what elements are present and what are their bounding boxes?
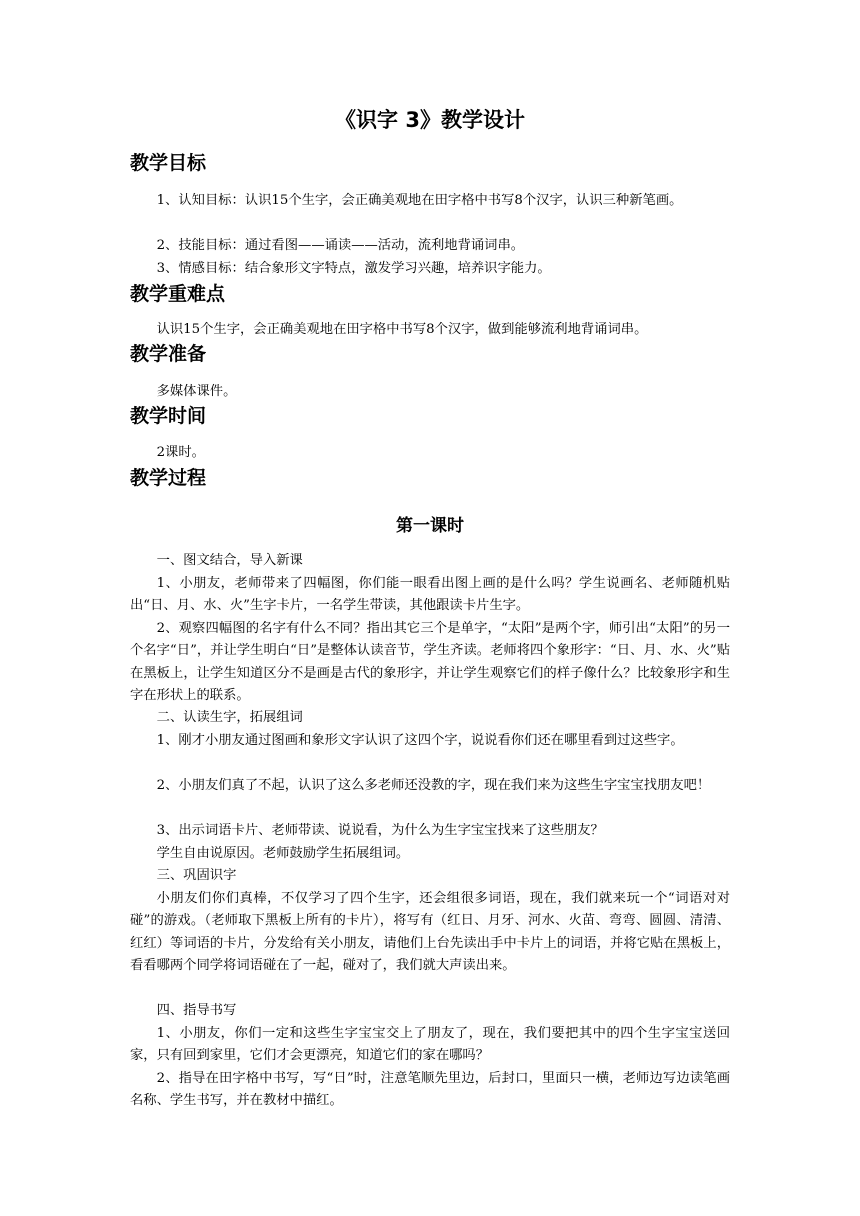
paragraph-reading-4: 学生自由说原因。老师鼓励学生拓展组词。: [156, 846, 410, 861]
paragraph-intro-2: 2、观察四幅图的名字有什么不同？指出其它三个是单字，“太阳”是两个字，师引出“太阳”的另一个名字“日”，并让学生明白“日”是整体认读音节，学生齐读。老师将四个象形字：“日、月、水、火”贴在黑板上，让学生知道区分不是画是古代的象形字，并让学生观察它们的样子像什么？比较象形字和生字在形状上的联系。: [130, 621, 730, 703]
paragraph-intro-1: 1、小朋友，老师带来了四幅图，你们能一眼看出图上画的是什么吗？学生说画名、老师随机贴出“日、月、水、火”生字卡片，一名学生带读，其他跟读卡片生字。: [130, 576, 730, 614]
section-heading-writing: 四、指导书写: [156, 1003, 237, 1018]
paragraph-writing-2: 2、指导在田字格中书写，写“日”时，注意笔顺先里边，后封口，里面只一横，老师边写边读笔画名称、学生书写，并在教材中描红。: [130, 1071, 730, 1109]
difficulty-text: 认识15个生字，会正确美观地在田字格中书写8个汉字，做到能够流利地背诵词串。: [156, 322, 648, 337]
heading-process: 教学过程: [130, 467, 207, 489]
heading-time: 教学时间: [130, 405, 207, 427]
heading-first-lesson: 第一课时: [396, 516, 464, 536]
paragraph-reading-3: 3、出示词语卡片、老师带读、说说看，为什么为生字宝宝找来了这些朋友？: [156, 823, 604, 838]
section-heading-consolidate: 三、巩固识字: [156, 868, 237, 883]
goal-skill: 2、技能目标：通过看图——诵读——活动，流利地背诵词串。: [156, 238, 525, 253]
preparation-text: 多媒体课件。: [156, 384, 237, 399]
time-text: 2课时。: [156, 445, 205, 460]
paragraph-reading-1: 1、刚才小朋友通过图画和象形文字认识了这四个字，说说看你们还在哪里看到过这些字。: [156, 733, 684, 748]
heading-goals: 教学目标: [130, 152, 207, 174]
paragraph-consolidate: 小朋友们你们真棒，不仅学习了四个生字，还会组很多词语，现在，我们就来玩一个“词语对对碰”的游戏。（老师取下黑板上所有的卡片），将写有（红日、月牙、河水、火苗、弯弯、圆圆、清清、红红）等词语的卡片，分发给有关小朋友，请他们上台先读出手中卡片上的词语，并将它贴在黑板上，看看哪两个同学将词语碰在了一起，碰对了，我们就大声读出来。: [130, 891, 730, 973]
section-heading-reading: 二、认读生字，拓展组词: [156, 710, 303, 725]
document-title: 《识字 3》教学设计: [335, 108, 525, 132]
paragraph-writing-1: 1、小朋友，你们一定和这些生字宝宝交上了朋友了，现在，我们要把其中的四个生字宝宝送回家，只有回到家里，它们才会更漂亮，知道它们的家在哪吗？: [130, 1026, 730, 1064]
goal-emotion: 3、情感目标：结合象形文字特点，激发学习兴趣，培养识字能力。: [156, 261, 551, 276]
paragraph-reading-2: 2、小朋友们真了不起，认识了这么多老师还没教的字，现在我们来为这些生字宝宝找朋友吧！: [156, 778, 711, 793]
heading-difficulty: 教学重难点: [130, 283, 226, 305]
heading-preparation: 教学准备: [130, 343, 207, 365]
goal-cognitive: 1、认知目标：认识15个生字，会正确美观地在田字格中书写8个汉字，认识三种新笔画。: [156, 193, 683, 208]
section-heading-intro: 一、图文结合，导入新课: [156, 553, 303, 568]
